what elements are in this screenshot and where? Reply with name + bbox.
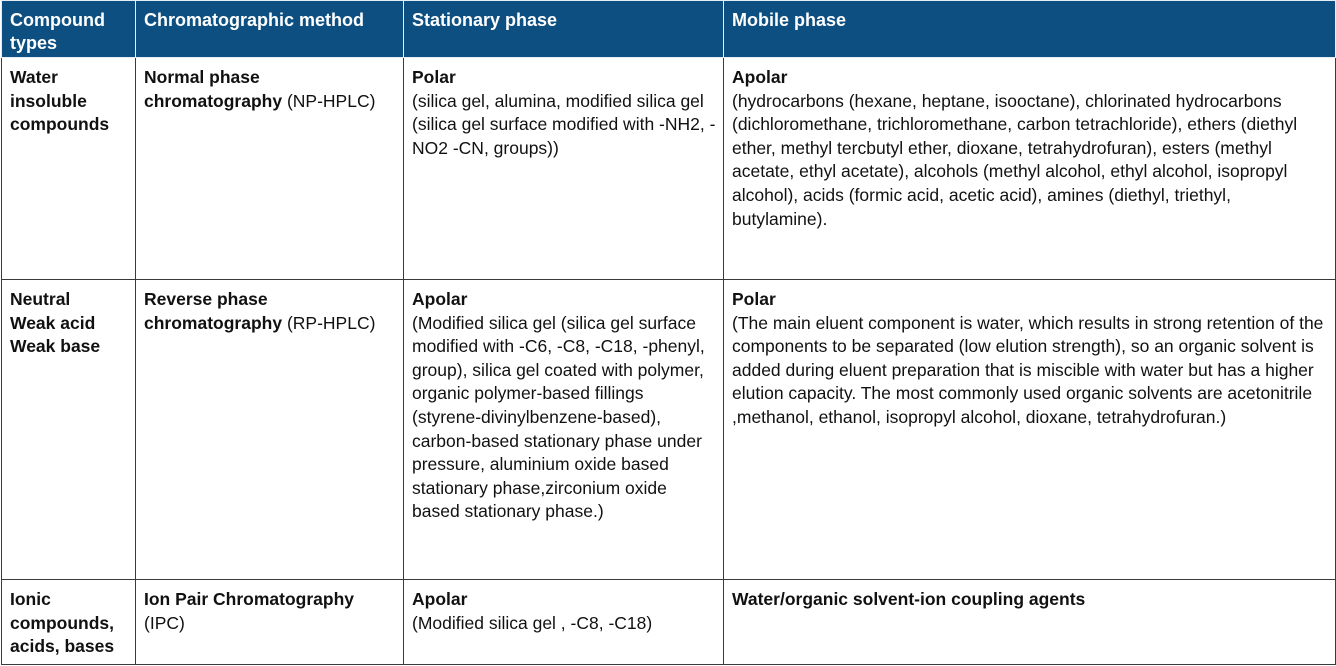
compound-cell (2, 580, 136, 665)
method-cell (136, 580, 404, 665)
compound-cell (2, 58, 136, 280)
stationary-description: (silica gel, alumina, modified silica gel (silica gel surface modified with -NH2, -NO2 -CN, groups)) (412, 90, 716, 158)
table-row (2, 580, 1336, 665)
stationary-cell (404, 280, 724, 580)
compound-type: Water insoluble compounds (10, 67, 110, 135)
stationary-cell (404, 58, 724, 280)
header-stationary-phase: Stationary phase (404, 1, 724, 58)
method-name: Ion Pair Chromatography (144, 589, 355, 609)
compound-type: Weak base (10, 336, 101, 357)
mobile-description: (hydrocarbons (hexane, heptane, isooctane), chlorinated hydrocarbons (dichloromethane, trichloromethane, carbon tetrachloride), ethers (diethyl ether, methyl tercbutyl ether, dioxane, tetrahydrofuran), esters (methyl acetate, ethyl acetate), alcohols (methyl alcohol, ethyl alcohol, isopropyl alcohol), acids (formic acid, acetic acid), amines (diethyl, triethyl, butylamine). (732, 90, 1298, 229)
method-abbreviation: (NP-HPLC) (282, 90, 376, 111)
mobile-heading: Apolar (732, 67, 788, 87)
mobile-heading: Polar (732, 289, 776, 309)
mobile-cell (724, 280, 1336, 580)
stationary-heading: Polar (412, 67, 456, 87)
chromatography-table (1, 0, 1336, 665)
header-chromatographic-method: Chromatographic method (136, 1, 404, 58)
table-row (2, 280, 1336, 580)
mobile-cell (724, 580, 1336, 665)
compound-type: Neutral (10, 289, 71, 309)
header-compound-types: Compound types (2, 1, 136, 58)
header-mobile-phase: Mobile phase (724, 1, 1336, 58)
method-abbreviation: (IPC) (144, 612, 185, 633)
method-name: Normal phase chromatography (144, 67, 283, 111)
mobile-heading: Water/organic solvent-ion coupling agents (732, 589, 1086, 609)
compound-type: Ionic compounds, acids, bases (10, 589, 115, 657)
stationary-description: (Modified silica gel (silica gel surface modified with -C6, -C8, -C18, -phenyl, group), silica gel coated with polymer, organic polymer-based fillings (styrene-divinylbenzene-based), carbon-based stationary phase under pressure, aluminium oxide based stationary phase,zirconium oxide based stationary phase.) (412, 312, 705, 522)
stationary-cell (404, 580, 724, 665)
compound-cell (2, 280, 136, 580)
stationary-description: (Modified silica gel , -C8, -C18) (412, 612, 653, 633)
stationary-heading: Apolar (412, 289, 468, 309)
compound-type: Weak acid (10, 312, 96, 333)
method-cell (136, 58, 404, 280)
stationary-heading: Apolar (412, 589, 468, 609)
table-row (2, 58, 1336, 280)
mobile-cell (724, 58, 1336, 280)
method-abbreviation: (RP-HPLC) (282, 312, 376, 333)
header-row (2, 1, 1336, 58)
mobile-description: (The main eluent component is water, which results in strong retention of the components to be separated (low elution strength), so an organic solvent is added during eluent preparation that is miscible with water but has a higher elution capacity. The most commonly used organic solvents are acetonitrile ,methanol, ethanol, isopropyl alcohol, dioxane, tetrahydrofuran.) (732, 312, 1324, 427)
method-name: Reverse phase chromatography (144, 289, 283, 333)
method-cell (136, 280, 404, 580)
